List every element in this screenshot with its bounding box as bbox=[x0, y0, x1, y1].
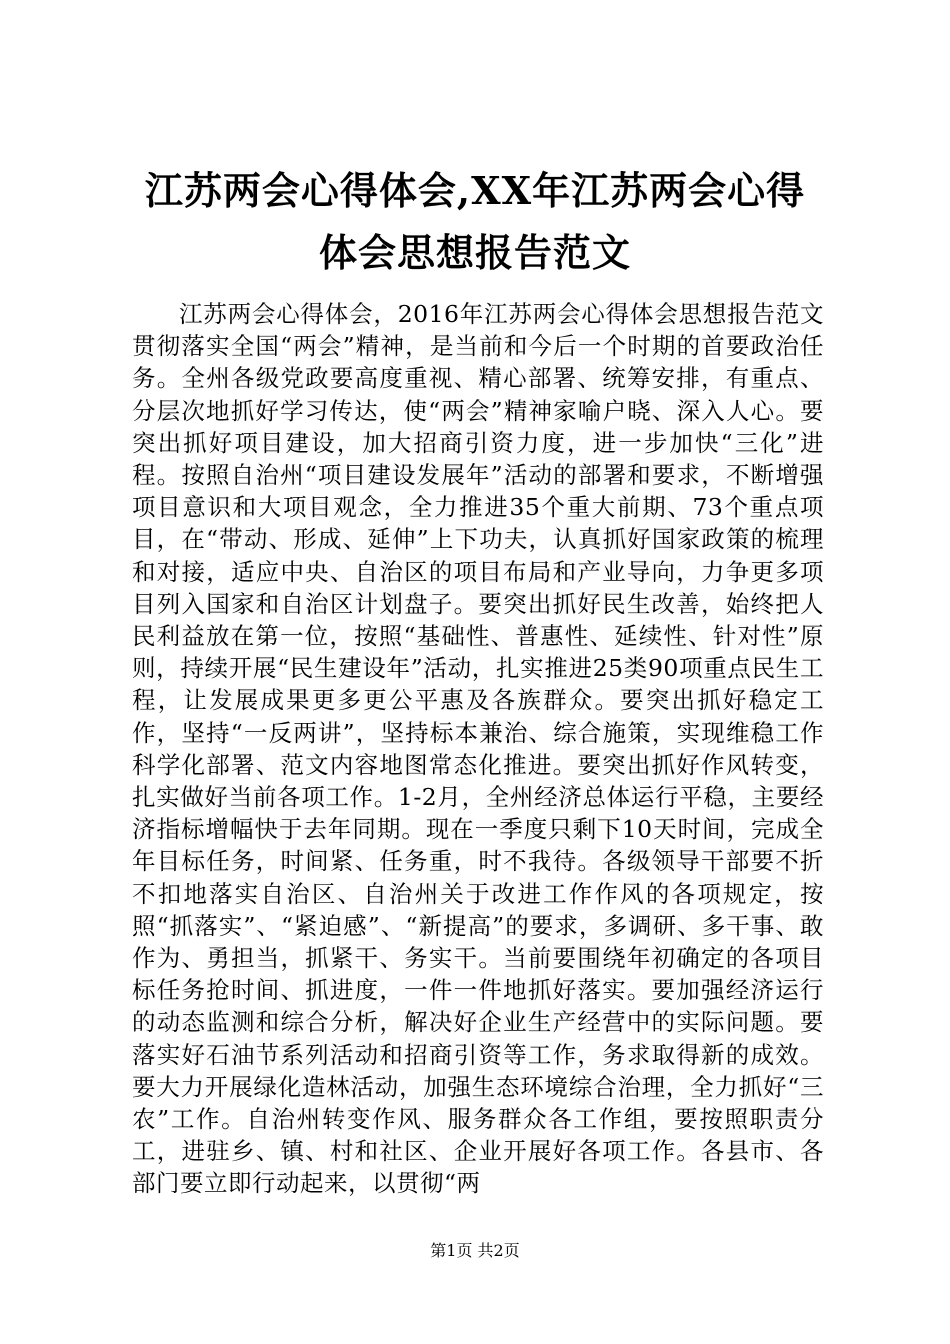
document-body-paragraph: 江苏两会心得体会，2016年江苏两会心得体会思想报告范文贯彻落实全国“两会”精神，是当前和今后一个时期的首要政治任务。全州各级党政要高度重视、精心部署、统筹安排，有重点、分层次地抓好学习传达，使“两会”精神家喻户晓、深入人心。要突出抓好项目建设，加大招商引资力度，进一步加快“三化”进程。按照自治州“项目建设发展年”活动的部署和要求，不断增强项目意识和大项目观念，全力推进35个重大前期、73个重点项目，在“带动、形成、延伸”上下功夫，认真抓好国家政策的梳理和对接，适应中央、自治区的项目布局和产业导向，力争更多项目列入国家和自治区计划盘子。要突出抓好民生改善，始终把人民利益放在第一位，按照“基础性、普惠性、延续性、针对性”原则，持续开展“民生建设年”活动，扎实推进25类90项重点民生工程，让发展成果更多更公平惠及各族群众。要突出抓好稳定工作，坚持“一反两讲”，坚持标本兼治、综合施策，实现维稳工作科学化部署、范文内容地图常态化推进。要突出抓好作风转变，扎实做好当前各项工作。1-2月，全州经济总体运行平稳，主要经济指标增幅快于去年同期。现在一季度只剩下10天时间，完成全年目标任务，时间紧、任务重，时不我待。各级领导干部要不折不扣地落实自治区、自治州关于改进工作作风的各项规定，按照“抓落实”、“紧迫感”、“新提高”的要求，多调研、多干事、敢作为、勇担当，抓紧干、务实干。当前要围绕年初确定的各项目标任务抢时间、抓进度，一件一件地抓好落实。要加强经济运行的动态监测和综合分析，解决好企业生产经营中的实际问题。要落实好石油节系列活动和招商引资等工作，务求取得新的成效。要大力开展绿化造林活动，加强生态环境综合治理，全力抓好“三农”工作。自治州转变作风、服务群众各工作组，要按照职责分工，进驻乡、镇、村和社区、企业开展好各项工作。各县市、各部门要立即行动起来，以贯彻“两 bbox=[132, 300, 824, 1198]
page-number-footer: 第1页 共2页 bbox=[430, 1241, 520, 1260]
document-title: 江苏两会心得体会,XX年江苏两会心得体会思想报告范文 bbox=[144, 168, 806, 275]
